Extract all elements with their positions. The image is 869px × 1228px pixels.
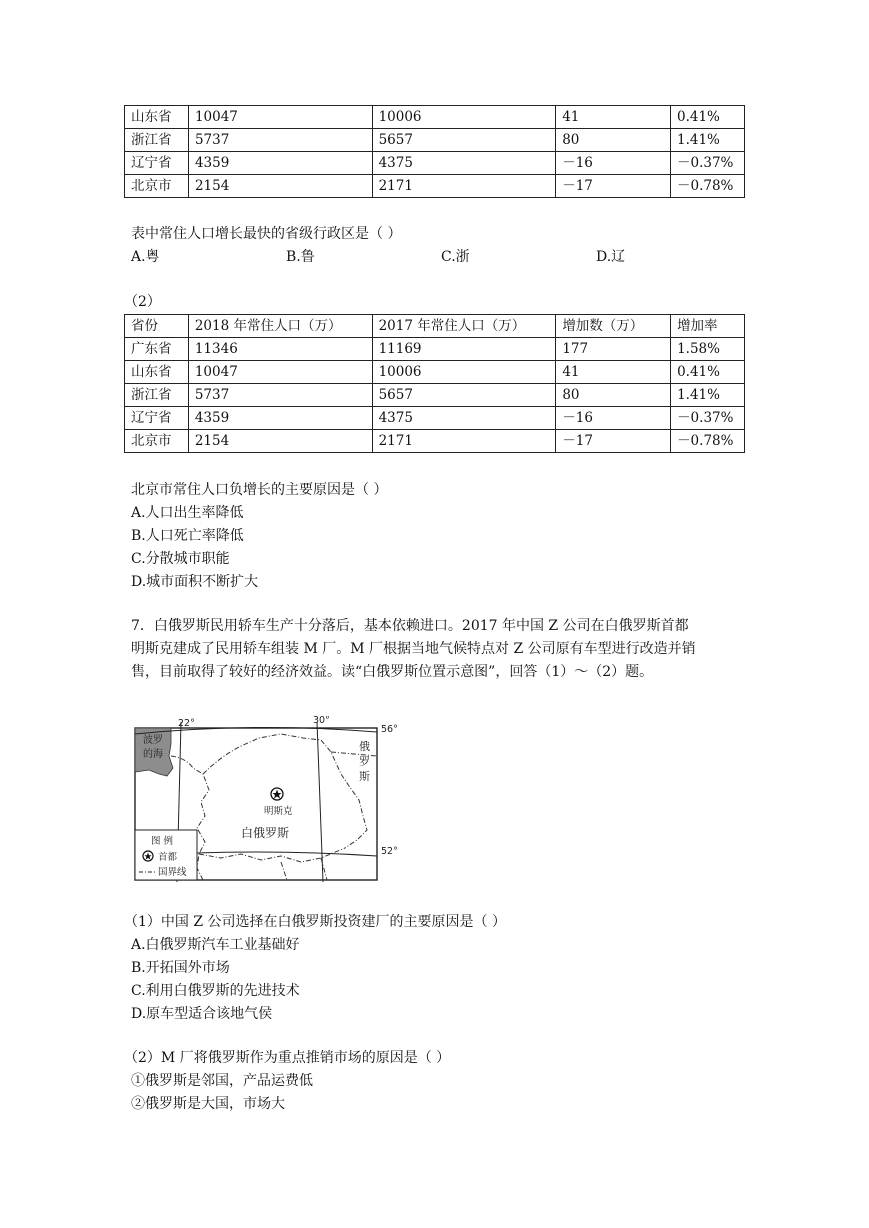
capital-symbol — [271, 788, 283, 800]
q2-option-b: B.人口死亡率降低 — [131, 528, 244, 544]
table-cell: 5657 — [372, 384, 556, 407]
table-cell: －0.78% — [671, 430, 745, 453]
table-row — [125, 152, 745, 175]
lon-label-30: 30° — [313, 716, 330, 726]
table-header-row — [125, 315, 745, 338]
table-cell: －17 — [556, 430, 671, 453]
neighbor-label-2: 罗 — [359, 755, 370, 768]
table-cell: 0.41% — [670, 106, 744, 129]
table-cell: 山东省 — [125, 361, 189, 384]
table-cell: 10006 — [372, 361, 556, 384]
population-table — [124, 314, 745, 453]
border-north-ext — [331, 752, 377, 756]
table-cell: 10006 — [372, 106, 556, 129]
lat-label-56: 56° — [381, 724, 398, 735]
table-cell: 177 — [556, 338, 671, 361]
table-row — [125, 361, 745, 384]
table-row — [125, 338, 745, 361]
sea-label-line-1: 波罗 — [143, 735, 163, 746]
q7-intro-line-1: 7．白俄罗斯民用轿车生产十分落后，基本依赖进口。2017 年中国 Z 公司在白俄罗斯首都 — [131, 618, 689, 634]
belarus-location-map — [131, 716, 406, 884]
table-cell: 5737 — [188, 129, 372, 152]
table2-body — [125, 315, 745, 453]
column-header: 2018 年常住人口（万） — [188, 315, 372, 338]
q7-sub2-stem: （2）M 厂将俄罗斯作为重点推销市场的原因是（ ） — [124, 1050, 451, 1066]
q2-option-c: C.分散城市职能 — [131, 551, 230, 567]
table-cell: 4375 — [372, 407, 556, 430]
q2-option-a: A.人口出生率降低 — [131, 505, 244, 521]
table-cell: 41 — [556, 106, 671, 129]
table-cell: 10047 — [188, 361, 372, 384]
table-row — [125, 407, 745, 430]
q2-label: （2） — [124, 294, 161, 310]
column-header: 2017 年常住人口（万） — [372, 315, 556, 338]
legend-capital-icon — [143, 851, 153, 861]
table-cell: 2171 — [372, 430, 556, 453]
q7-sub1-option-c: C.利用白俄罗斯的先进技术 — [131, 983, 300, 999]
q7-sub1-option-d: D.原车型适合该地气侯 — [131, 1006, 273, 1022]
population-table-continued — [124, 105, 745, 198]
table-cell: 4359 — [188, 407, 372, 430]
lon-label-22: 22° — [178, 718, 195, 729]
q7-intro-line-3: 售，目前取得了较好的经济效益。读“白俄罗斯位置示意图”，回答（1）～（2）题。 — [131, 664, 654, 680]
table-row — [125, 175, 745, 198]
column-header: 省份 — [125, 315, 189, 338]
table-cell: 0.41% — [671, 361, 745, 384]
table-cell: 广东省 — [125, 338, 189, 361]
q1-option-c: C.浙 — [441, 249, 470, 265]
table-cell: 1.58% — [671, 338, 745, 361]
q1-option-a: A.粤 — [131, 249, 160, 265]
q7-sub1-option-b: B.开拓国外市场 — [131, 960, 230, 976]
table-cell: 2154 — [188, 430, 372, 453]
legend-title: 图 例 — [151, 836, 174, 847]
q1-option-d: D.辽 — [596, 249, 626, 265]
border-south — [199, 848, 345, 862]
border-south-ext — [281, 862, 287, 880]
table-cell: 80 — [556, 129, 671, 152]
table-cell: 1.41% — [671, 384, 745, 407]
table-cell: 4375 — [372, 152, 556, 175]
legend-border-text: 国界线 — [158, 867, 187, 878]
table-cell: 80 — [556, 384, 671, 407]
table-cell: －0.37% — [671, 407, 745, 430]
table-row — [125, 384, 745, 407]
neighbor-label-1: 俄 — [359, 740, 370, 753]
table-cell: －16 — [556, 152, 671, 175]
table-cell: －16 — [556, 407, 671, 430]
q1-option-b: B.鲁 — [286, 249, 315, 265]
table-row — [125, 430, 745, 453]
table-cell: 辽宁省 — [125, 152, 189, 175]
q7-intro-line-2: 明斯克建成了民用轿车组装 M 厂。M 厂根据当地气候特点对 Z 公司原有车型进行改造并销 — [131, 641, 696, 657]
table-cell: 41 — [556, 361, 671, 384]
table-cell: －17 — [556, 175, 671, 198]
table-cell: 2154 — [188, 175, 372, 198]
table-cell: 2171 — [372, 175, 556, 198]
q7-sub2-item-2: ②俄罗斯是大国，市场大 — [131, 1096, 285, 1112]
capital-label: 明斯克 — [264, 806, 293, 817]
table-cell: 浙江省 — [125, 129, 189, 152]
table-row — [125, 106, 745, 129]
country-label: 白俄罗斯 — [241, 826, 290, 840]
table-cell: 山东省 — [125, 106, 189, 129]
column-header: 增加率 — [671, 315, 745, 338]
neighbor-label-3: 斯 — [359, 770, 370, 783]
table-cell: 1.41% — [670, 129, 744, 152]
q2-stem: 北京市常住人口负增长的主要原因是（ ） — [131, 482, 388, 498]
q7-sub1-stem: （1）中国 Z 公司选择在白俄罗斯投资建厂的主要原因是（ ） — [124, 914, 506, 930]
table-cell: 11169 — [372, 338, 556, 361]
table-cell: 5737 — [188, 384, 372, 407]
q1-stem: 表中常住人口增长最快的省级行政区是（ ） — [131, 226, 402, 242]
table-cell: 辽宁省 — [125, 407, 189, 430]
table-cell: 北京市 — [125, 430, 189, 453]
q7-sub1-option-a: A.白俄罗斯汽车工业基础好 — [131, 937, 300, 953]
table-cell: 浙江省 — [125, 384, 189, 407]
table-cell: 4359 — [188, 152, 372, 175]
column-header: 增加数（万） — [556, 315, 671, 338]
q2-option-d: D.城市面积不断扩大 — [131, 574, 259, 590]
legend-capital-text: 首都 — [158, 852, 178, 863]
table-row — [125, 129, 745, 152]
table-cell: －0.37% — [670, 152, 744, 175]
q7-sub2-item-1: ①俄罗斯是邻国，产品运费低 — [131, 1073, 313, 1089]
lat-label-52: 52° — [381, 846, 398, 857]
table-cell: 10047 — [188, 106, 372, 129]
table-cell: －0.78% — [670, 175, 744, 198]
table-cell: 5657 — [372, 129, 556, 152]
table-cell: 北京市 — [125, 175, 189, 198]
table1-body — [125, 106, 745, 198]
border-south-east — [321, 858, 327, 880]
sea-label-line-2: 的海 — [143, 749, 163, 760]
table-cell: 11346 — [188, 338, 372, 361]
